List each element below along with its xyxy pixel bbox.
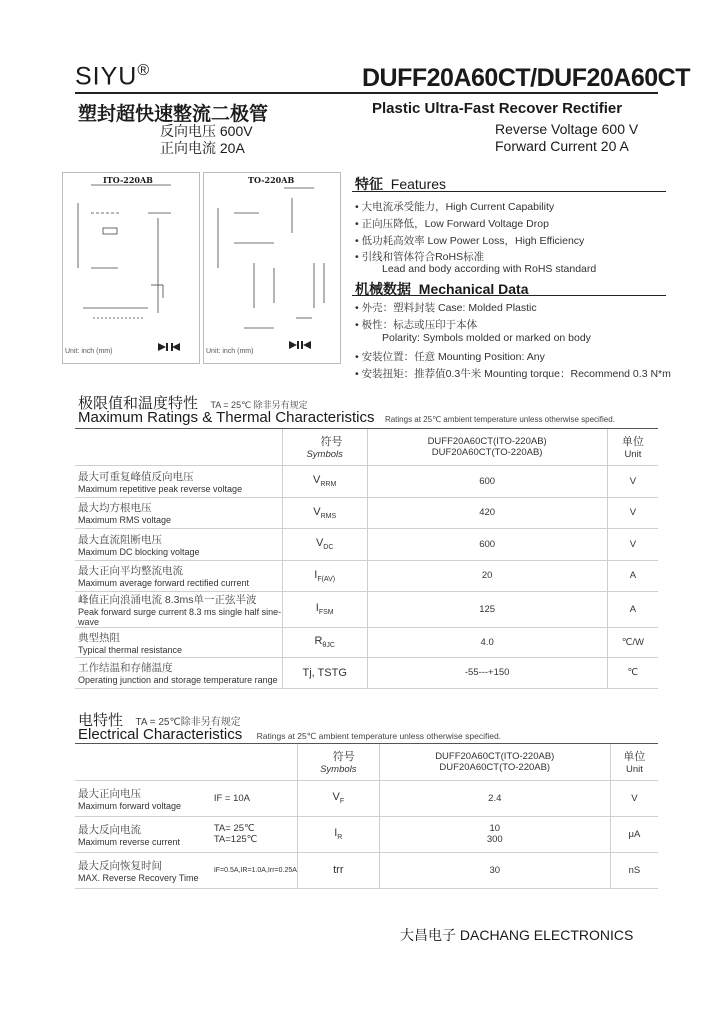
- symbol-subscript: F: [339, 797, 345, 805]
- symbol: I: [315, 602, 319, 615]
- param-cell: [75, 497, 282, 528]
- unit-cell: μA: [610, 816, 658, 852]
- symbol: trr: [333, 864, 344, 876]
- symbol-subscript: R: [337, 833, 343, 841]
- symbol-cell: [282, 627, 367, 657]
- param-name-en: Maximum average forward rectified current: [78, 578, 250, 588]
- symbol-cell: [297, 780, 379, 816]
- param-cell: [75, 528, 282, 560]
- unit-note-right: Unit: inch (mm): [206, 348, 254, 355]
- value-cell: 600: [367, 528, 607, 560]
- package-drawing-to220ab: [203, 172, 341, 364]
- ratings-row: [75, 528, 658, 560]
- symbols-en: Symbols: [306, 449, 343, 461]
- condition-1: TA= 25℃: [213, 823, 255, 834]
- unit-cell: V: [610, 780, 658, 816]
- unit-cell: A: [607, 591, 658, 627]
- unit-cn: 单位: [621, 436, 644, 449]
- forward-current-en: Forward Current 20 A: [495, 138, 629, 154]
- symbol-subscript: RMS: [320, 512, 337, 520]
- symbol: V: [315, 537, 324, 550]
- unit-en: Unit: [624, 449, 642, 461]
- value-cell: 20: [367, 560, 607, 591]
- symbol: I: [334, 827, 338, 840]
- symbol: V: [332, 791, 340, 804]
- symbol-cell: [282, 465, 367, 497]
- value-1: 10: [489, 823, 501, 834]
- condition-1: IF=0.5A,IR=1.0A,Irr=0.25A: [213, 866, 297, 874]
- symbol-subscript: RRM: [320, 480, 337, 488]
- value-cell: [379, 780, 610, 816]
- package-title-right: TO-220AB: [248, 175, 295, 185]
- electrical-heading-cn: 电特性 TA = 25℃除非另有规定: [78, 712, 241, 729]
- ratings-row: [75, 497, 658, 528]
- unit-note-left: Unit: inch (mm): [65, 348, 113, 355]
- reverse-voltage-en: Reverse Voltage 600 V: [495, 121, 639, 137]
- feature-item: • 低功耗高效率 Low Power Loss，High Efficiency: [355, 235, 585, 247]
- symbol-cell: [282, 560, 367, 591]
- part-numbers: DUFF20A60CT/DUF20A60CT: [362, 64, 690, 92]
- symbol-cell: [297, 852, 379, 888]
- reverse-voltage-cn: 反向电压 600V: [160, 123, 253, 139]
- title-cn: 塑封超快速整流二极管: [78, 104, 269, 125]
- param-name-en: Maximum DC blocking voltage: [78, 546, 200, 557]
- symbol: I: [314, 568, 318, 581]
- company-footer: 大昌电子 DACHANG ELECTRONICS: [400, 927, 634, 943]
- forward-current-cn: 正向电流 20A: [160, 140, 245, 156]
- feature-item: • 引线和管体符合RoHS标准: [355, 251, 485, 263]
- condition-2: TA=125℃: [213, 834, 258, 845]
- param-name-en: Maximum RMS voltage: [78, 515, 172, 525]
- symbols-cn: 符号: [332, 751, 355, 764]
- electrical-row: [75, 816, 658, 852]
- symbol-cell: [297, 816, 379, 852]
- feature-item: • 正向压降低，Low Forward Voltage Drop: [355, 218, 549, 230]
- symbol-subscript: FSM: [318, 608, 334, 616]
- part-col-1: DUFF20A60CT(ITO-220AB): [427, 435, 547, 447]
- mechanical-item: Polarity: Symbols molded or marked on body: [382, 332, 591, 344]
- symbol: V: [313, 474, 321, 487]
- value-cell: 125: [367, 591, 607, 627]
- param-cell: [75, 560, 282, 591]
- param-name-cn: 典型热阻: [78, 631, 120, 644]
- symbol: V: [313, 505, 321, 518]
- symbol-cell: [282, 657, 367, 688]
- value-cell: [379, 852, 610, 888]
- part-col-2: DUF20A60CT(TO-220AB): [431, 446, 543, 458]
- param-cell: [75, 657, 282, 688]
- unit-cell: A: [607, 560, 658, 591]
- mechanical-item: • 极性：标志或压印于本体: [355, 319, 478, 331]
- param-name-cn: 最大反向电流: [78, 823, 141, 836]
- package-drawing-ito220ab: [62, 172, 200, 364]
- param-name-en: Peak forward surge current 8.3 ms single half sine-wave: [78, 606, 282, 627]
- symbol-subscript: θJC: [322, 641, 335, 649]
- header-divider: [75, 92, 658, 94]
- value-cell: 4.0: [367, 627, 607, 657]
- value-2: 300: [486, 834, 503, 845]
- symbol: R: [314, 635, 323, 648]
- value-1: 30: [489, 864, 501, 876]
- param-name-cn: 最大正向电压: [78, 787, 141, 800]
- param-name-en: MAX. Reverse Recovery Time: [78, 872, 199, 883]
- param-cell: [75, 852, 214, 888]
- mechanical-item: • 安装扭矩：推荐值0.3牛米 Mounting torque：Recommend 0.3 N*m: [355, 368, 671, 380]
- unit-cell: V: [607, 528, 658, 560]
- param-name-en: Maximum reverse current: [78, 836, 181, 847]
- symbol-cell: [282, 528, 367, 560]
- mechanical-item: • 安装位置：任意 Mounting Position: Any: [355, 351, 545, 363]
- unit-cell: ℃/W: [607, 627, 658, 657]
- param-name-cn: 最大直流阻断电压: [78, 533, 162, 546]
- unit-cn: 单位: [623, 751, 646, 764]
- symbol-subscript: F(AV): [317, 575, 336, 583]
- ratings-heading-en: Maximum Ratings & Thermal Characteristics Ratings at 25℃ ambient temperature unless otherwise specified.: [78, 409, 615, 426]
- title-en: Plastic Ultra-Fast Recover Rectifier: [372, 100, 623, 117]
- param-name-cn: 最大可重复峰值反向电压: [78, 470, 194, 483]
- ratings-row: [75, 591, 658, 627]
- param-name-cn: 最大反向恢复时间: [78, 859, 162, 872]
- param-name-en: Maximum repetitive peak reverse voltage: [78, 483, 243, 494]
- param-name-cn: 最大正向平均整流电流: [78, 565, 183, 577]
- value-cell: 420: [367, 497, 607, 528]
- unit-cell: V: [607, 497, 658, 528]
- value-1: 2.4: [488, 792, 502, 804]
- ratings-table: [75, 429, 658, 689]
- symbol: Tj, TSTG: [302, 666, 347, 679]
- param-cell: [75, 627, 282, 657]
- electrical-row: [75, 852, 658, 888]
- symbol-cell: [282, 497, 367, 528]
- unit-cell: nS: [610, 852, 658, 888]
- ratings-header-row: [75, 429, 658, 465]
- ratings-row: [75, 465, 658, 497]
- feature-rohs-en: Lead and body according with RoHS standard: [382, 263, 597, 275]
- features-heading: 特征 Features: [355, 176, 447, 192]
- value-cell: 600: [367, 465, 607, 497]
- param-name-en: Typical thermal resistance: [78, 644, 183, 655]
- symbols-cn: 符号: [320, 436, 343, 449]
- to220ab-outline-graphic: [204, 173, 340, 363]
- value-cell: -55---+150: [367, 657, 607, 688]
- electrical-header-row: [75, 744, 658, 780]
- param-cell: [75, 780, 214, 816]
- param-cell: [75, 465, 282, 497]
- condition-1: IF = 10A: [213, 792, 251, 804]
- ito220ab-outline-graphic: [63, 173, 199, 363]
- param-name-cn: 工作结温和存储温度: [78, 662, 173, 674]
- symbol-subscript: DC: [323, 543, 334, 551]
- electrical-table: [75, 744, 658, 889]
- param-name-en: Operating junction and storage temperature range: [78, 675, 278, 685]
- condition-cell: [214, 780, 298, 816]
- feature-item: • 大电流承受能力，High Current Capability: [355, 201, 555, 213]
- electrical-heading-en: Electrical Characteristics Ratings at 25℃ ambient temperature unless otherwise specified.: [78, 726, 502, 743]
- mechanical-heading: 机械数据 Mechanical Data: [355, 281, 529, 297]
- ratings-row: [75, 657, 658, 688]
- unit-cell: V: [607, 465, 658, 497]
- part-col-2: DUF20A60CT(TO-220AB): [439, 761, 551, 773]
- param-name-en: Maximum forward voltage: [78, 800, 182, 811]
- part-col-1: DUFF20A60CT(ITO-220AB): [435, 750, 555, 762]
- symbols-en: Symbols: [320, 764, 357, 776]
- package-title-left: ITO-220AB: [103, 175, 153, 185]
- param-name-cn: 最大均方根电压: [78, 502, 152, 514]
- ratings-row: [75, 560, 658, 591]
- unit-cell: ℃: [607, 657, 658, 688]
- value-cell: [379, 816, 610, 852]
- condition-cell: [214, 816, 298, 852]
- mechanical-item: • 外壳：塑料封装 Case: Molded Plastic: [355, 302, 537, 314]
- ratings-heading-cn: 极限值和温度特性 TA = 25℃ 除非另有规定: [78, 395, 308, 412]
- electrical-row: [75, 780, 658, 816]
- condition-cell: [214, 852, 298, 888]
- param-name-cn: 峰值正向浪涌电流 8.3ms单一正弦半波: [78, 593, 257, 606]
- symbol-cell: [282, 591, 367, 627]
- brand-logo: SIYU®: [75, 62, 151, 91]
- ratings-row: [75, 627, 658, 657]
- mechanical-divider: [352, 295, 666, 296]
- features-divider: [352, 191, 666, 192]
- param-cell: [75, 591, 282, 627]
- unit-en: Unit: [625, 764, 643, 776]
- param-cell: [75, 816, 214, 852]
